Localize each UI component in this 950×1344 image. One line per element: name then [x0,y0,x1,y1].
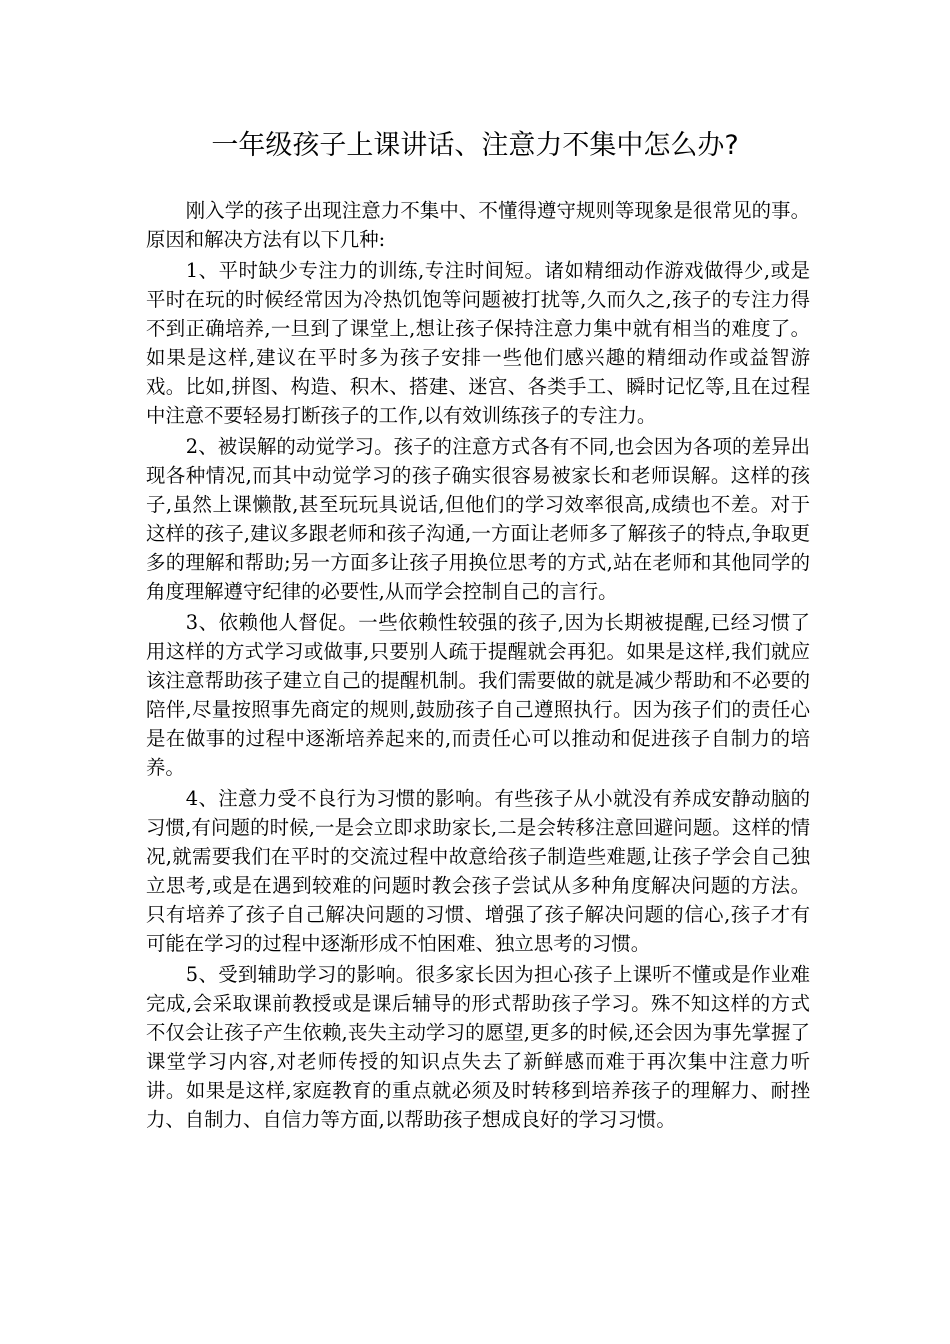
paragraph-point-1: 1、平时缺少专注力的训练,专注时间短。诸如精细动作游戏做得少,或是平时在玩的时候经常因为冷热饥饱等问题被打扰等,久而久之,孩子的专注力得不到正确培养,一旦到了课堂上,想让孩子保持注意力集中就有相当的难度了。如果是这样,建议在平时多为孩子安排一些他们感兴趣的精细动作或益智游戏。比如,拼图、构造、积木、搭建、迷宫、各类手工、瞬时记忆等,且在过程中注意不要轻易打断孩子的工作,以有效训练孩子的专注力。 [146,259,810,427]
paragraph-point-3: 3、依赖他人督促。一些依赖性较强的孩子,因为长期被提醒,已经习惯了用这样的方式学习或做事,只要别人疏于提醒就会再犯。如果是这样,我们就应该注意帮助孩子建立自己的提醒机制。我们需要做的就是减少帮助和不必要的陪伴,尽量按照事先商定的规则,鼓励孩子自己遵照执行。因为孩子们的责任心是在做事的过程中逐渐培养起来的,而责任心可以推动和促进孩子自制力的培养。 [146,611,810,779]
page-title: 一年级孩子上课讲话、注意力不集中怎么办? [211,130,739,161]
paragraph-point-2: 2、被误解的动觉学习。孩子的注意方式各有不同,也会因为各项的差异出现各种情况,而其中动觉学习的孩子确实很容易被家长和老师误解。这样的孩子,虽然上课懒散,甚至玩玩具说话,但他们的学习效率很高,成绩也不差。对于这样的孩子,建议多跟老师和孩子沟通,一方面让老师多了解孩子的特点,争取更多的理解和帮助;另一方面多让孩子用换位思考的方式,站在老师和其他同学的角度理解遵守纪律的必要性,从而学会控制自己的言行。 [146,435,810,603]
article-body [146,196,810,1136]
paragraph-point-5: 5、受到辅助学习的影响。很多家长因为担心孩子上课听不懂或是作业难完成,会采取课前教授或是课后辅导的形式帮助孩子学习。殊不知这样的方式不仅会让孩子产生依赖,丧失主动学习的愿望,更多的时候,还会因为事先掌握了课堂学习内容,对老师传授的知识点失去了新鲜感而难于再次集中注意力听讲。如果是这样,家庭教育的重点就必须及时转移到培养孩子的理解力、耐挫力、自制力、自信力等方面,以帮助孩子想成良好的学习习惯。 [146,963,810,1131]
intro-paragraph: 刚入学的孩子出现注意力不集中、不懂得遵守规则等现象是很常见的事。原因和解决方法有以下几种: [146,199,810,251]
paragraph-point-4: 4、注意力受不良行为习惯的影响。有些孩子从小就没有养成安静动脑的习惯,有问题的时候,一是会立即求助家长,二是会转移注意回避问题。这样的情况,就需要我们在平时的交流过程中故意给孩子制造些难题,让孩子学会自己独立思考,或是在遇到较难的问题时教会孩子尝试从多种角度解决问题的方法。只有培养了孩子自己解决问题的习惯、增强了孩子解决问题的信心,孩子才有可能在学习的过程中逐渐形成不怕困难、独立思考的习惯。 [146,787,810,955]
